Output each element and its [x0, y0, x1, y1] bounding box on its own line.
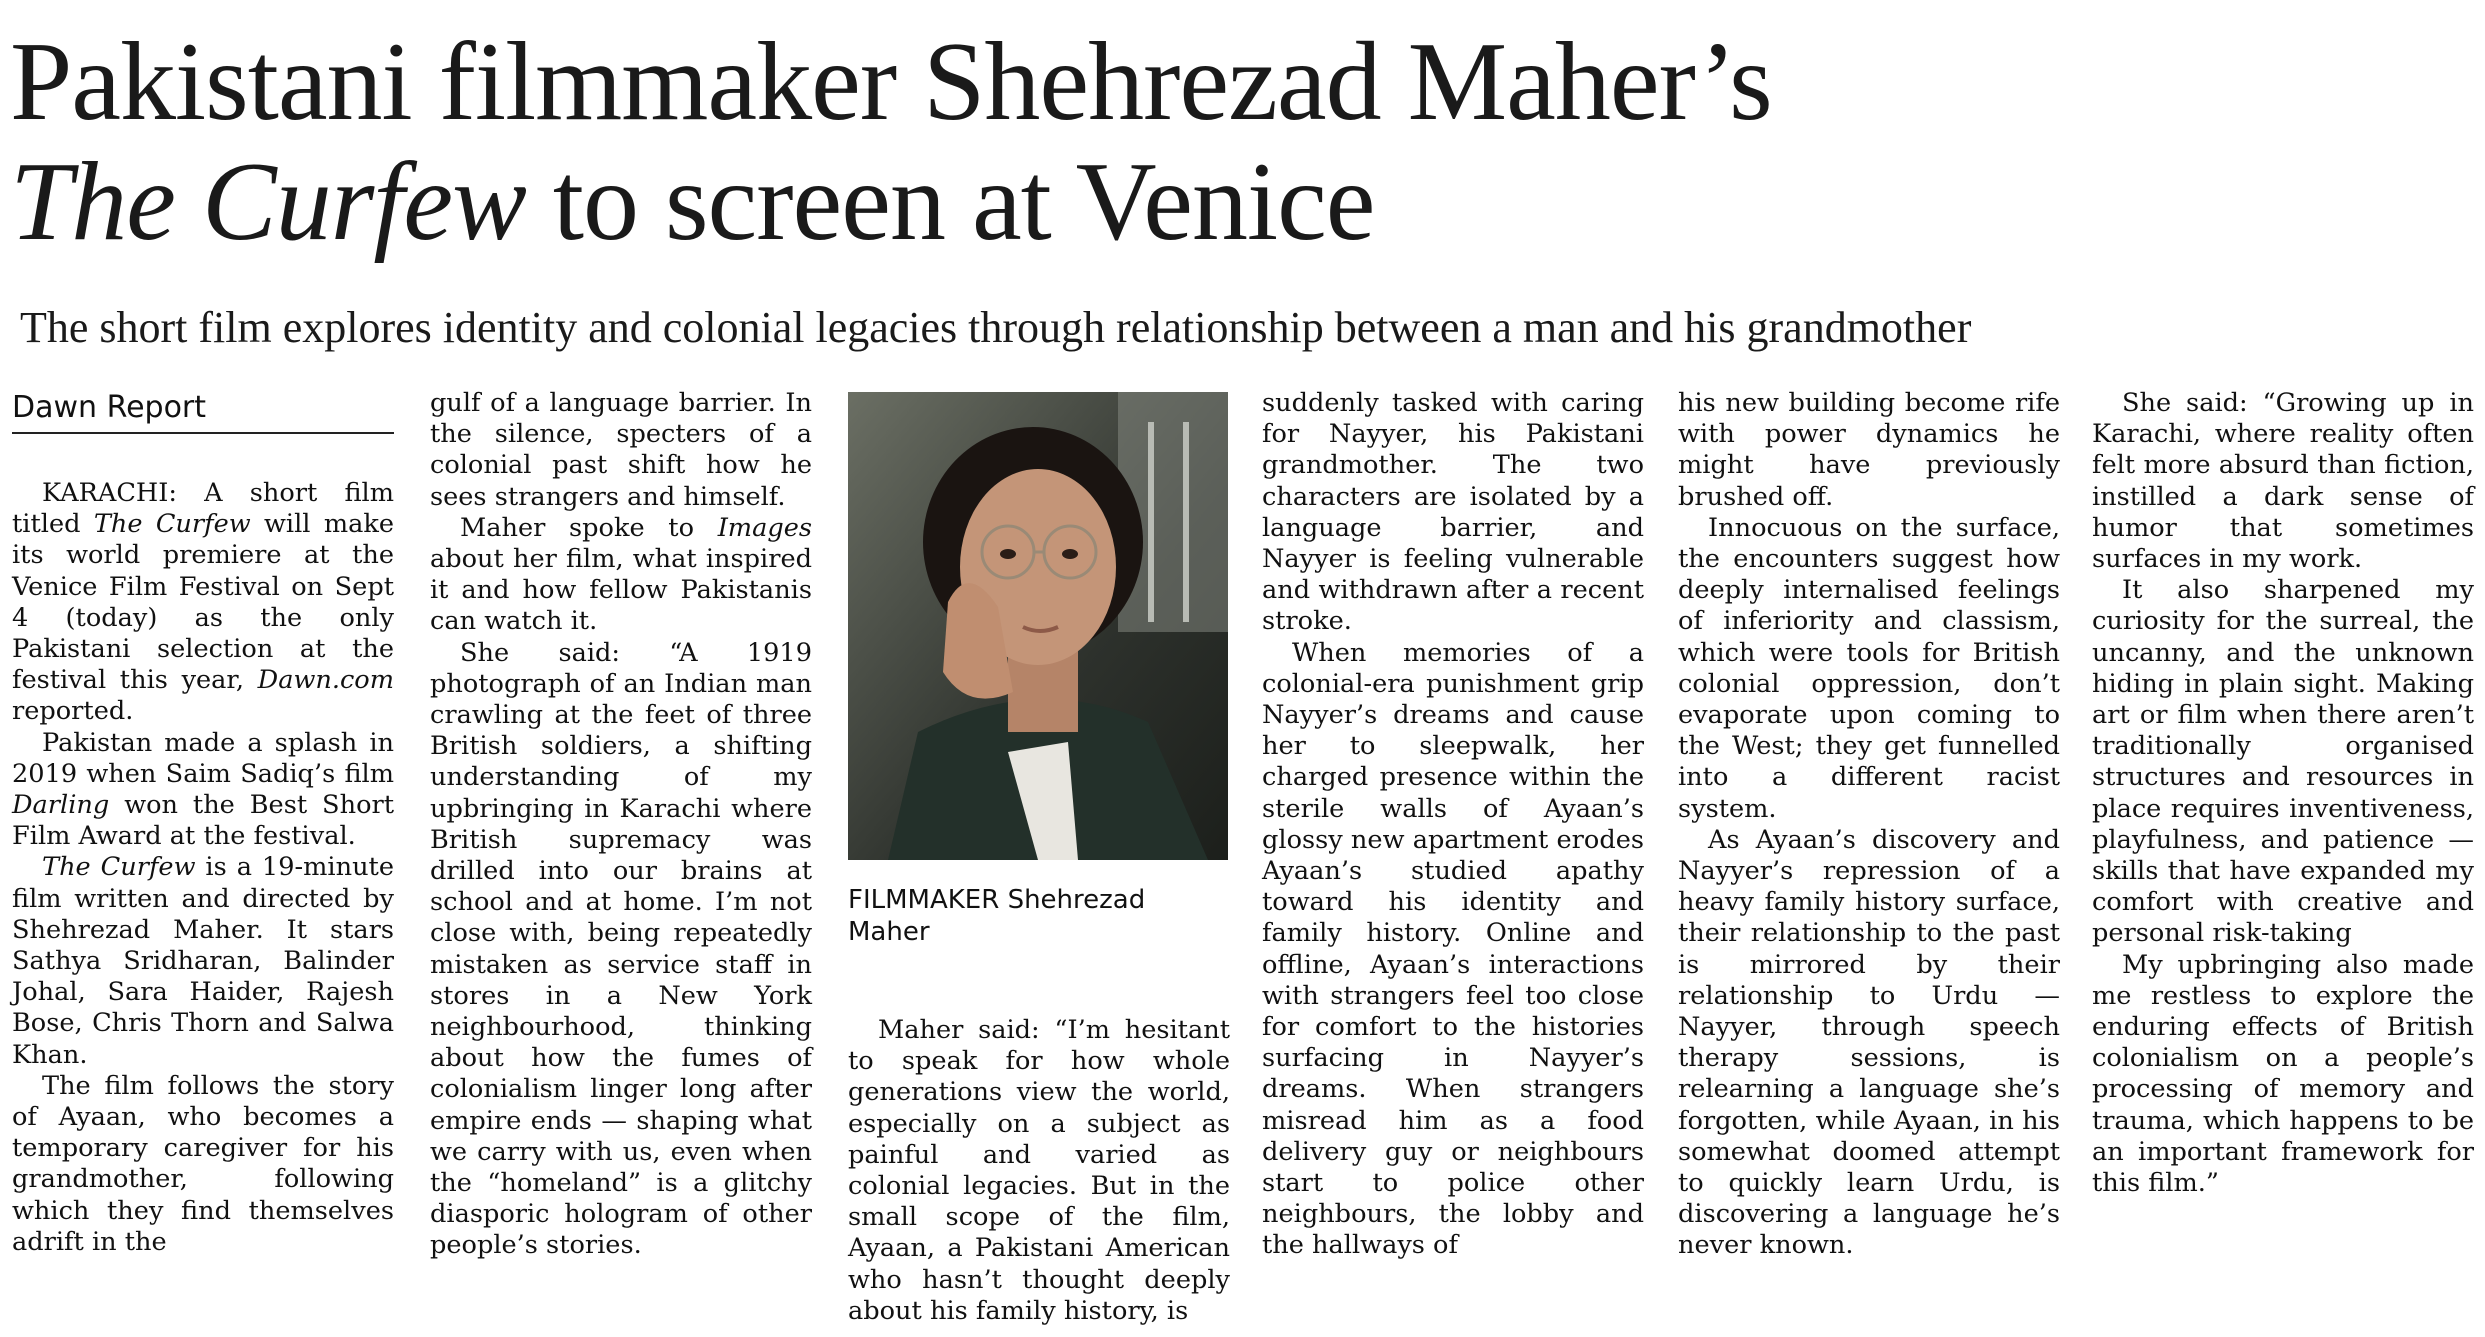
paragraph: suddenly tasked with caring for Nayyer, his Pakistani grandmother. The two characters are isolated by a language barrier, and Nayyer is feeling vulnerable and withdrawn after a recent stroke.: [1262, 388, 1644, 637]
headline-film-title: The Curfew: [10, 140, 526, 264]
paragraph: My upbringing also made me restless to explore the enduring effects of British colonialism on a people’s processing of memory and trauma, which happens to be an important framework for this film.”: [2092, 949, 2474, 1199]
paragraph: She said: “A 1919 photograph of an Indian man crawling at the feet of three British soldiers, a shifting understanding of my upbringing in Karachi where British supremacy was drilled into our brains at school and at home. I’m not close with, being repeatedly mistaken as service staff in stores in a New York neighbourhood, thinking about how the fumes of colonialism linger long after empire ends — shaping what we carry with us, even when the “homeland” is a glitchy diasporic hologram of other people’s stories.: [430, 637, 812, 1261]
article-column-5: [1678, 388, 2060, 1262]
headline-line1: Pakistani filmmaker Shehrezad Maher’s: [10, 20, 1772, 144]
article-column-4: [1262, 388, 1644, 1262]
subheadline: The short film explores identity and colonial legacies through relationship between a man and his grandmother: [20, 303, 1972, 352]
headline-line2: to screen at Venice: [525, 140, 1375, 264]
filmmaker-photo: [848, 392, 1228, 860]
byline: Dawn Report: [12, 388, 394, 434]
paragraph: Innocuous on the surface, the encounters suggest how deeply internalised feelings of inferiority and classism, which were tools for British colonial oppression, don’t evaporate upon coming to the West; they get funnelled into a different racist system.: [1678, 512, 2060, 824]
paragraph: She said: “Growing up in Karachi, where reality often felt more absurd than fiction, instilled a dark sense of humor that sometimes surfaces in my work.: [2092, 388, 2474, 575]
paragraph: gulf of a language barrier. In the silence, specters of a colonial past shift how he sees strangers and himself.: [430, 388, 812, 512]
paragraph: KARACHI: A short film titled The Curfew will make its world premiere at the Venice Film Festival on Sept 4 (today) as the only Pakistani selection at the festival this year, Dawn.com reported.: [12, 478, 395, 727]
paragraph: The film follows the story of Ayaan, who becomes a temporary caregiver for his grandmother, following which they find themselves adrift in the: [12, 1070, 394, 1257]
paragraph: It also sharpened my curiosity for the surreal, the uncanny, and the unknown hiding in plain sight. Making art or film when there aren’t traditionally organised structures and resources in place requires inventiveness, playfulness, and patience — skills that have expanded my comfort with creative and personal risk-taking: [2092, 575, 2474, 949]
paragraph: Pakistan made a splash in 2019 when Saim Sadiq’s film Darling won the Best Short Film Award at the festival.: [12, 727, 394, 852]
paragraph: The Curfew is a 19-minute film written and directed by Shehrezad Maher. It stars Sathya Sridharan, Balinder Johal, Sara Haider, Rajesh Bose, Chris Thorn and Salwa Khan.: [12, 852, 394, 1070]
paragraph: When memories of a colonial-era punishment grip Nayyer’s dreams and cause her to sleepwalk, her charged presence within the sterile walls of Ayaan’s glossy new apartment erodes Ayaan’s studied apathy toward his identity and family history. Online and offline, Ayaan’s interactions with strangers feel too close for comfort to the histories surfacing in Nayyer’s dreams. When strangers misread him as a food delivery guy or neighbours start to police other neighbours, the lobby and the hallways of: [1262, 637, 1644, 1261]
article-column-1: [12, 388, 394, 1258]
article-column-3: [848, 1015, 1230, 1327]
paragraph: As Ayaan’s discovery and Nayyer’s repression of a heavy family history surface, their relationship to the past is mirrored by their relationship to Urdu — Nayyer, through speech therapy sessions, is relearning a language she’s forgotten, while Ayaan, in his somewhat doomed attempt to quickly learn Urdu, is discovering a language he’s never known.: [1678, 824, 2060, 1261]
article-column-6: [2092, 388, 2474, 1199]
headline: [10, 22, 2470, 262]
paragraph: Maher said: “I’m hesitant to speak for how whole generations view the world, especially on a subject as painful and varied as colonial legacies. But in the small scope of the film, Ayaan, a Pakistani American who hasn’t thought deeply about his family history, is: [848, 1015, 1230, 1326]
paragraph: his new building become rife with power dynamics he might have previously brushed off.: [1678, 388, 2060, 512]
photo-caption: FILMMAKER Shehrezad Maher: [848, 885, 1146, 947]
article-column-2: [430, 388, 812, 1262]
paragraph: Maher spoke to Images about her film, what inspired it and how fellow Pakistanis can watch it.: [430, 512, 812, 637]
